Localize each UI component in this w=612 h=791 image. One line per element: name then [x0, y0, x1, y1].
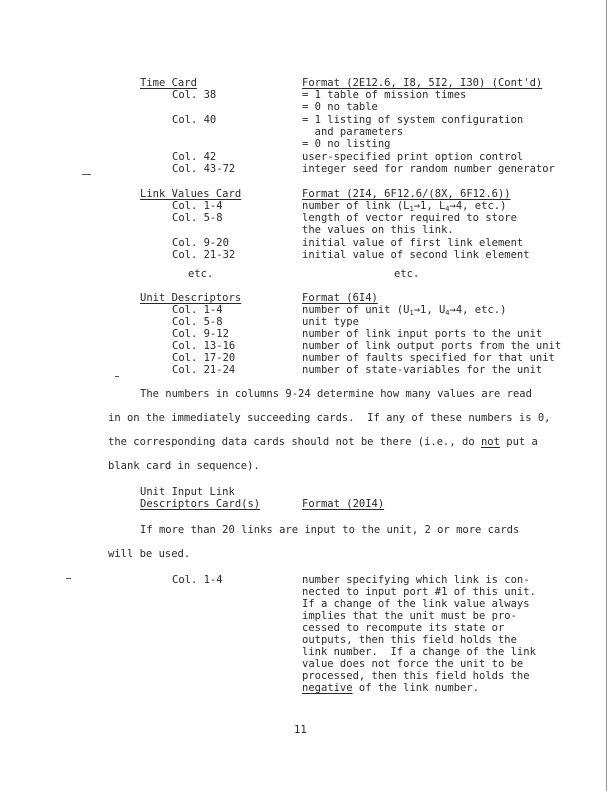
col-40-label: Col. 40	[172, 114, 217, 126]
col-38-desc-1: = 1 table of mission times	[302, 89, 467, 101]
unit-input-desc-line: If a change of the link value always	[302, 598, 530, 610]
time-card-format: Format (2E12.6, I8, 5I2, I30) (Cont'd)	[302, 77, 543, 89]
unit-input-desc-line: processed, then this field holds the	[302, 670, 530, 682]
col-43-72-desc: integer seed for random number generator	[302, 163, 555, 175]
link-col-9-20-desc: initial value of first link element	[302, 237, 524, 249]
link-col-21-32-label: Col. 21-32	[172, 249, 236, 261]
col-38-label: Col. 38	[172, 89, 217, 101]
unit-descriptors-format: Format (6I4)	[302, 292, 378, 304]
unit-row-label: Col. 21-24	[172, 364, 236, 376]
col-42-desc: user-specified print option control	[302, 151, 524, 163]
scan-edge-line	[606, 0, 607, 791]
link-col-5-8-label: Col. 5-8	[172, 212, 223, 224]
page-number: 11	[294, 724, 307, 736]
unit-row-desc: number of faults specified for that unit	[302, 352, 555, 364]
unit-input-format: Format (20I4)	[302, 498, 385, 510]
scan-mark	[82, 174, 91, 175]
unit-row-desc: number of link output ports from the unit	[302, 340, 562, 352]
paragraph-line-3: the corresponding data cards should not be there (i.e., do not put a	[108, 436, 538, 448]
unit-row-desc: number of link input ports to the unit	[302, 328, 543, 340]
unit-row-label: Col. 17-20	[172, 352, 236, 364]
unit-row-label: Col. 13-16	[172, 340, 236, 352]
col-42-label: Col. 42	[172, 151, 217, 163]
link-col-9-20-label: Col. 9-20	[172, 237, 229, 249]
col-40-desc-3: = 0 no listing	[302, 138, 391, 150]
link-values-heading: Link Values Card	[140, 188, 242, 200]
unit-row-label: Col. 5-8	[172, 316, 223, 328]
scan-mark	[115, 376, 119, 377]
scan-mark	[66, 578, 71, 579]
unit-input-desc-line: negative of the link number.	[302, 682, 480, 694]
unit-input-paragraph-2: will be used.	[108, 548, 191, 560]
link-etc-left: etc.	[188, 268, 214, 280]
unit-row-desc: number of unit ($U_1\to 1$, $U_4\to 4$, etc.)	[302, 304, 507, 317]
col-40-desc-2: and parameters	[302, 126, 404, 138]
unit-input-heading-2: Descriptors Card(s)	[140, 498, 261, 510]
unit-input-desc-line: implies that the unit must be pro-	[302, 610, 517, 622]
unit-row-desc: number of state-variables for the unit	[302, 364, 543, 376]
col-38-desc-2: = 0 no table	[302, 101, 378, 113]
unit-input-col-label: Col. 1-4	[172, 574, 223, 586]
unit-row-label: Col. 9-12	[172, 328, 229, 340]
unit-input-desc-line: number specifying which link is con-	[302, 574, 530, 586]
unit-row-label: Col. 1-4	[172, 304, 223, 316]
link-col-21-32-desc: initial value of second link element	[302, 249, 530, 261]
link-col-1-4-desc: number of link ($L_1\to 1$, $L_4\to 4$, etc.)	[302, 200, 507, 213]
col-43-72-label: Col. 43-72	[172, 163, 236, 175]
link-values-format: Format (2I4, 6F12.6/(8X, 6F12.6))	[302, 188, 511, 200]
unit-input-desc-line: outputs, then this field holds the	[302, 634, 517, 646]
unit-input-desc-line: cessed to recompute its state or	[302, 622, 505, 634]
col-40-desc-1: = 1 listing of system configuration	[302, 114, 524, 126]
paragraph-line-1: The numbers in columns 9-24 determine how many values are read	[140, 388, 532, 400]
unit-descriptors-heading: Unit Descriptors	[140, 292, 242, 304]
link-col-1-4-label: Col. 1-4	[172, 200, 223, 212]
unit-input-desc-line: link number. If a change of the link	[302, 646, 536, 658]
unit-input-desc-line: nected to input port #1 of this unit.	[302, 586, 536, 598]
unit-row-desc: unit type	[302, 316, 359, 328]
paragraph-line-2: in on the immediately succeeding cards. If any of these numbers is 0,	[108, 412, 551, 424]
paragraph-line-4: blank card in sequence).	[108, 460, 260, 472]
unit-input-paragraph-1: If more than 20 links are input to the unit, 2 or more cards	[140, 524, 520, 536]
link-col-5-8-desc-2: the values on this link.	[302, 224, 454, 236]
unit-input-heading-1: Unit Input Link	[140, 486, 235, 498]
link-col-5-8-desc-1: length of vector required to store	[302, 212, 517, 224]
unit-input-desc-line: value does not force the unit to be	[302, 658, 524, 670]
time-card-heading: Time Card	[140, 77, 197, 89]
link-etc-right: etc.	[394, 268, 420, 280]
